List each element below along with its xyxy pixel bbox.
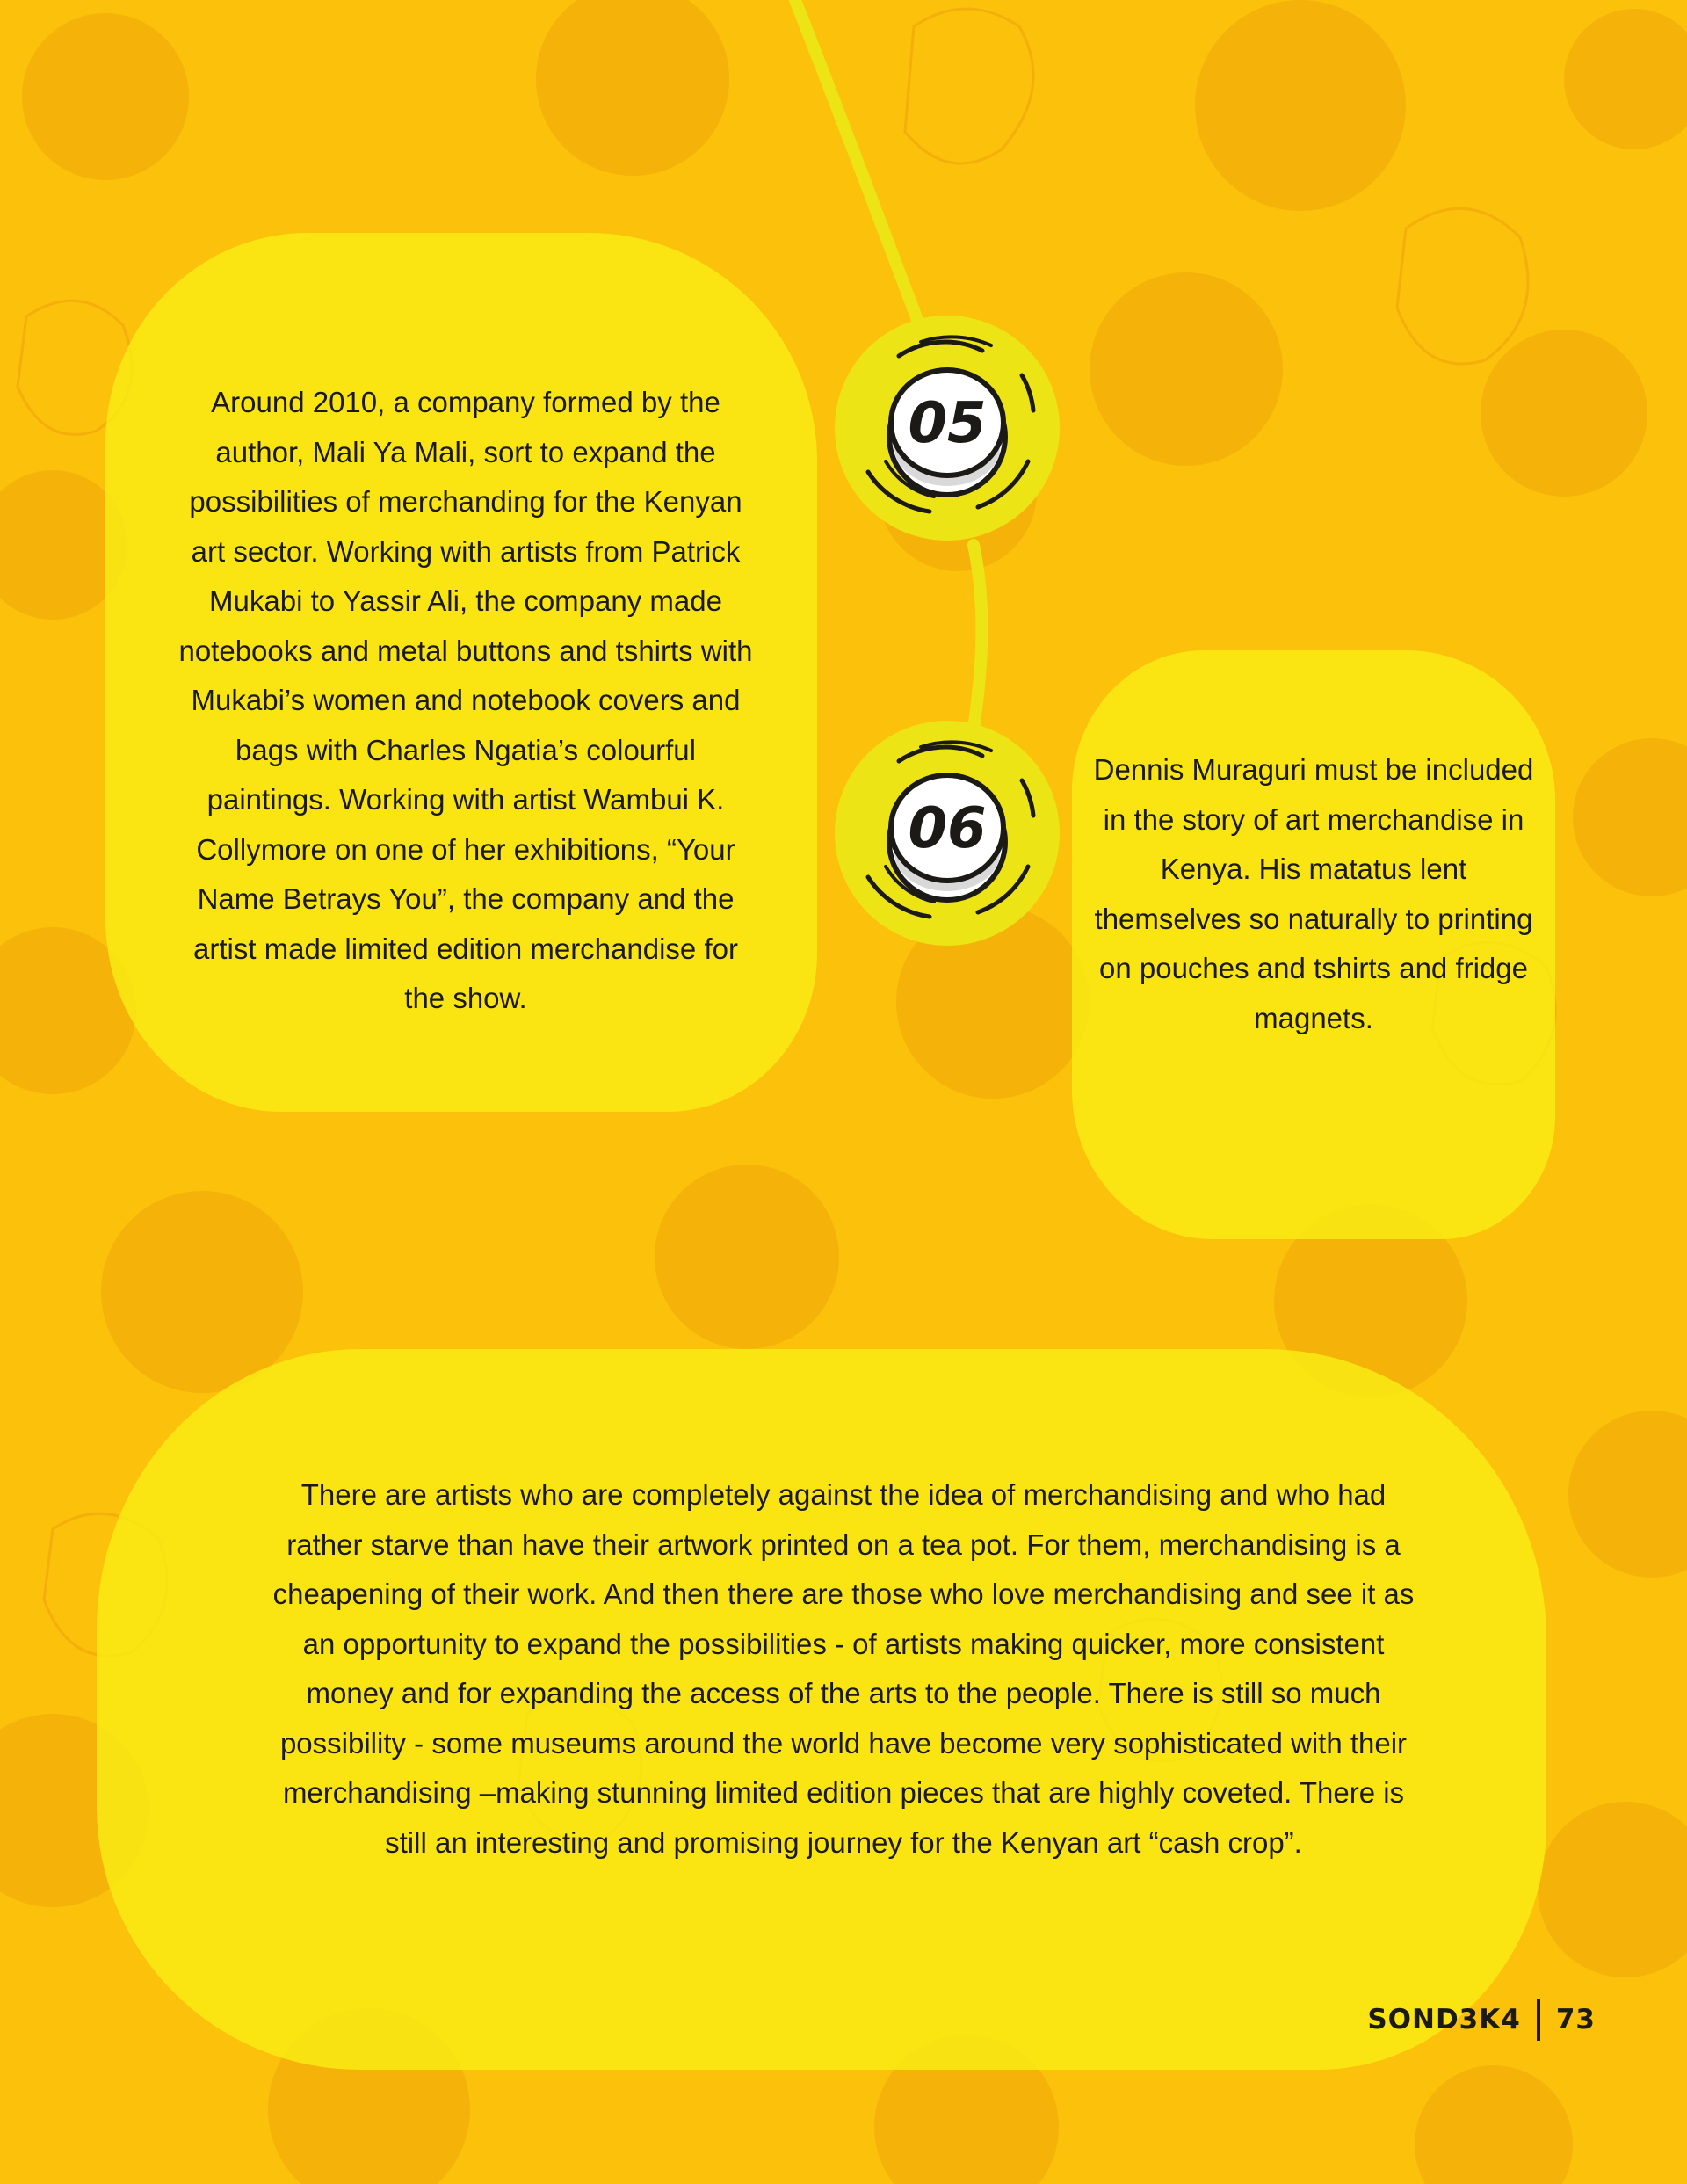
timeline-text-06: Dennis Muraguri must be included in the story of art merchandise in Kenya. His matatus lent themselves so naturally to printing on pouches and tshirts and fridge magnets. [1093, 753, 1534, 1034]
conclusion-text: There are artists who are completely against the idea of merchandising and who had rather starve than have their artwork printed on a tea pot. For them, merchandising is a cheapening of their work. And then there are those who love merchandising and see it as an opportunity to expand the possibilities - of artists making quicker, more consistent money and for expanding the access of the arts to the people. There is still so much possibility - some museums around the world have become very sophisticated with their merchandising –making stunning limited edition pieces that are highly coveted. There is still an interesting and promising journey for the Kenyan art “cash crop”. [272, 1478, 1415, 1859]
page-footer [1367, 2002, 1596, 2037]
badge-number-06: 06 [908, 796, 987, 861]
badge-number-05: 05 [908, 391, 987, 456]
page-number: 73 [1555, 2004, 1596, 2035]
timeline-badge-06 [833, 719, 1061, 947]
timeline-text-05: Around 2010, a company formed by the author, Mali Ya Mali, sort to expand the possibilities of merchanding for the Kenyan art sector. Working with artists from Patrick Mukabi to Yassir Ali, the company made notebooks and metal buttons and tshirts with Mukabi’s women and notebook covers and bags with Charles Ngatia’s colourful paintings. Working with artist Wambui K. Collymore on one of her exhibitions, “Your Name Betrays You”, the company and the artist made limited edition merchandise for the show. [178, 386, 753, 1014]
magazine-name: SOND3K4 [1367, 2004, 1521, 2035]
footer-divider [1537, 1999, 1540, 2041]
timeline-badge-05 [833, 314, 1061, 542]
